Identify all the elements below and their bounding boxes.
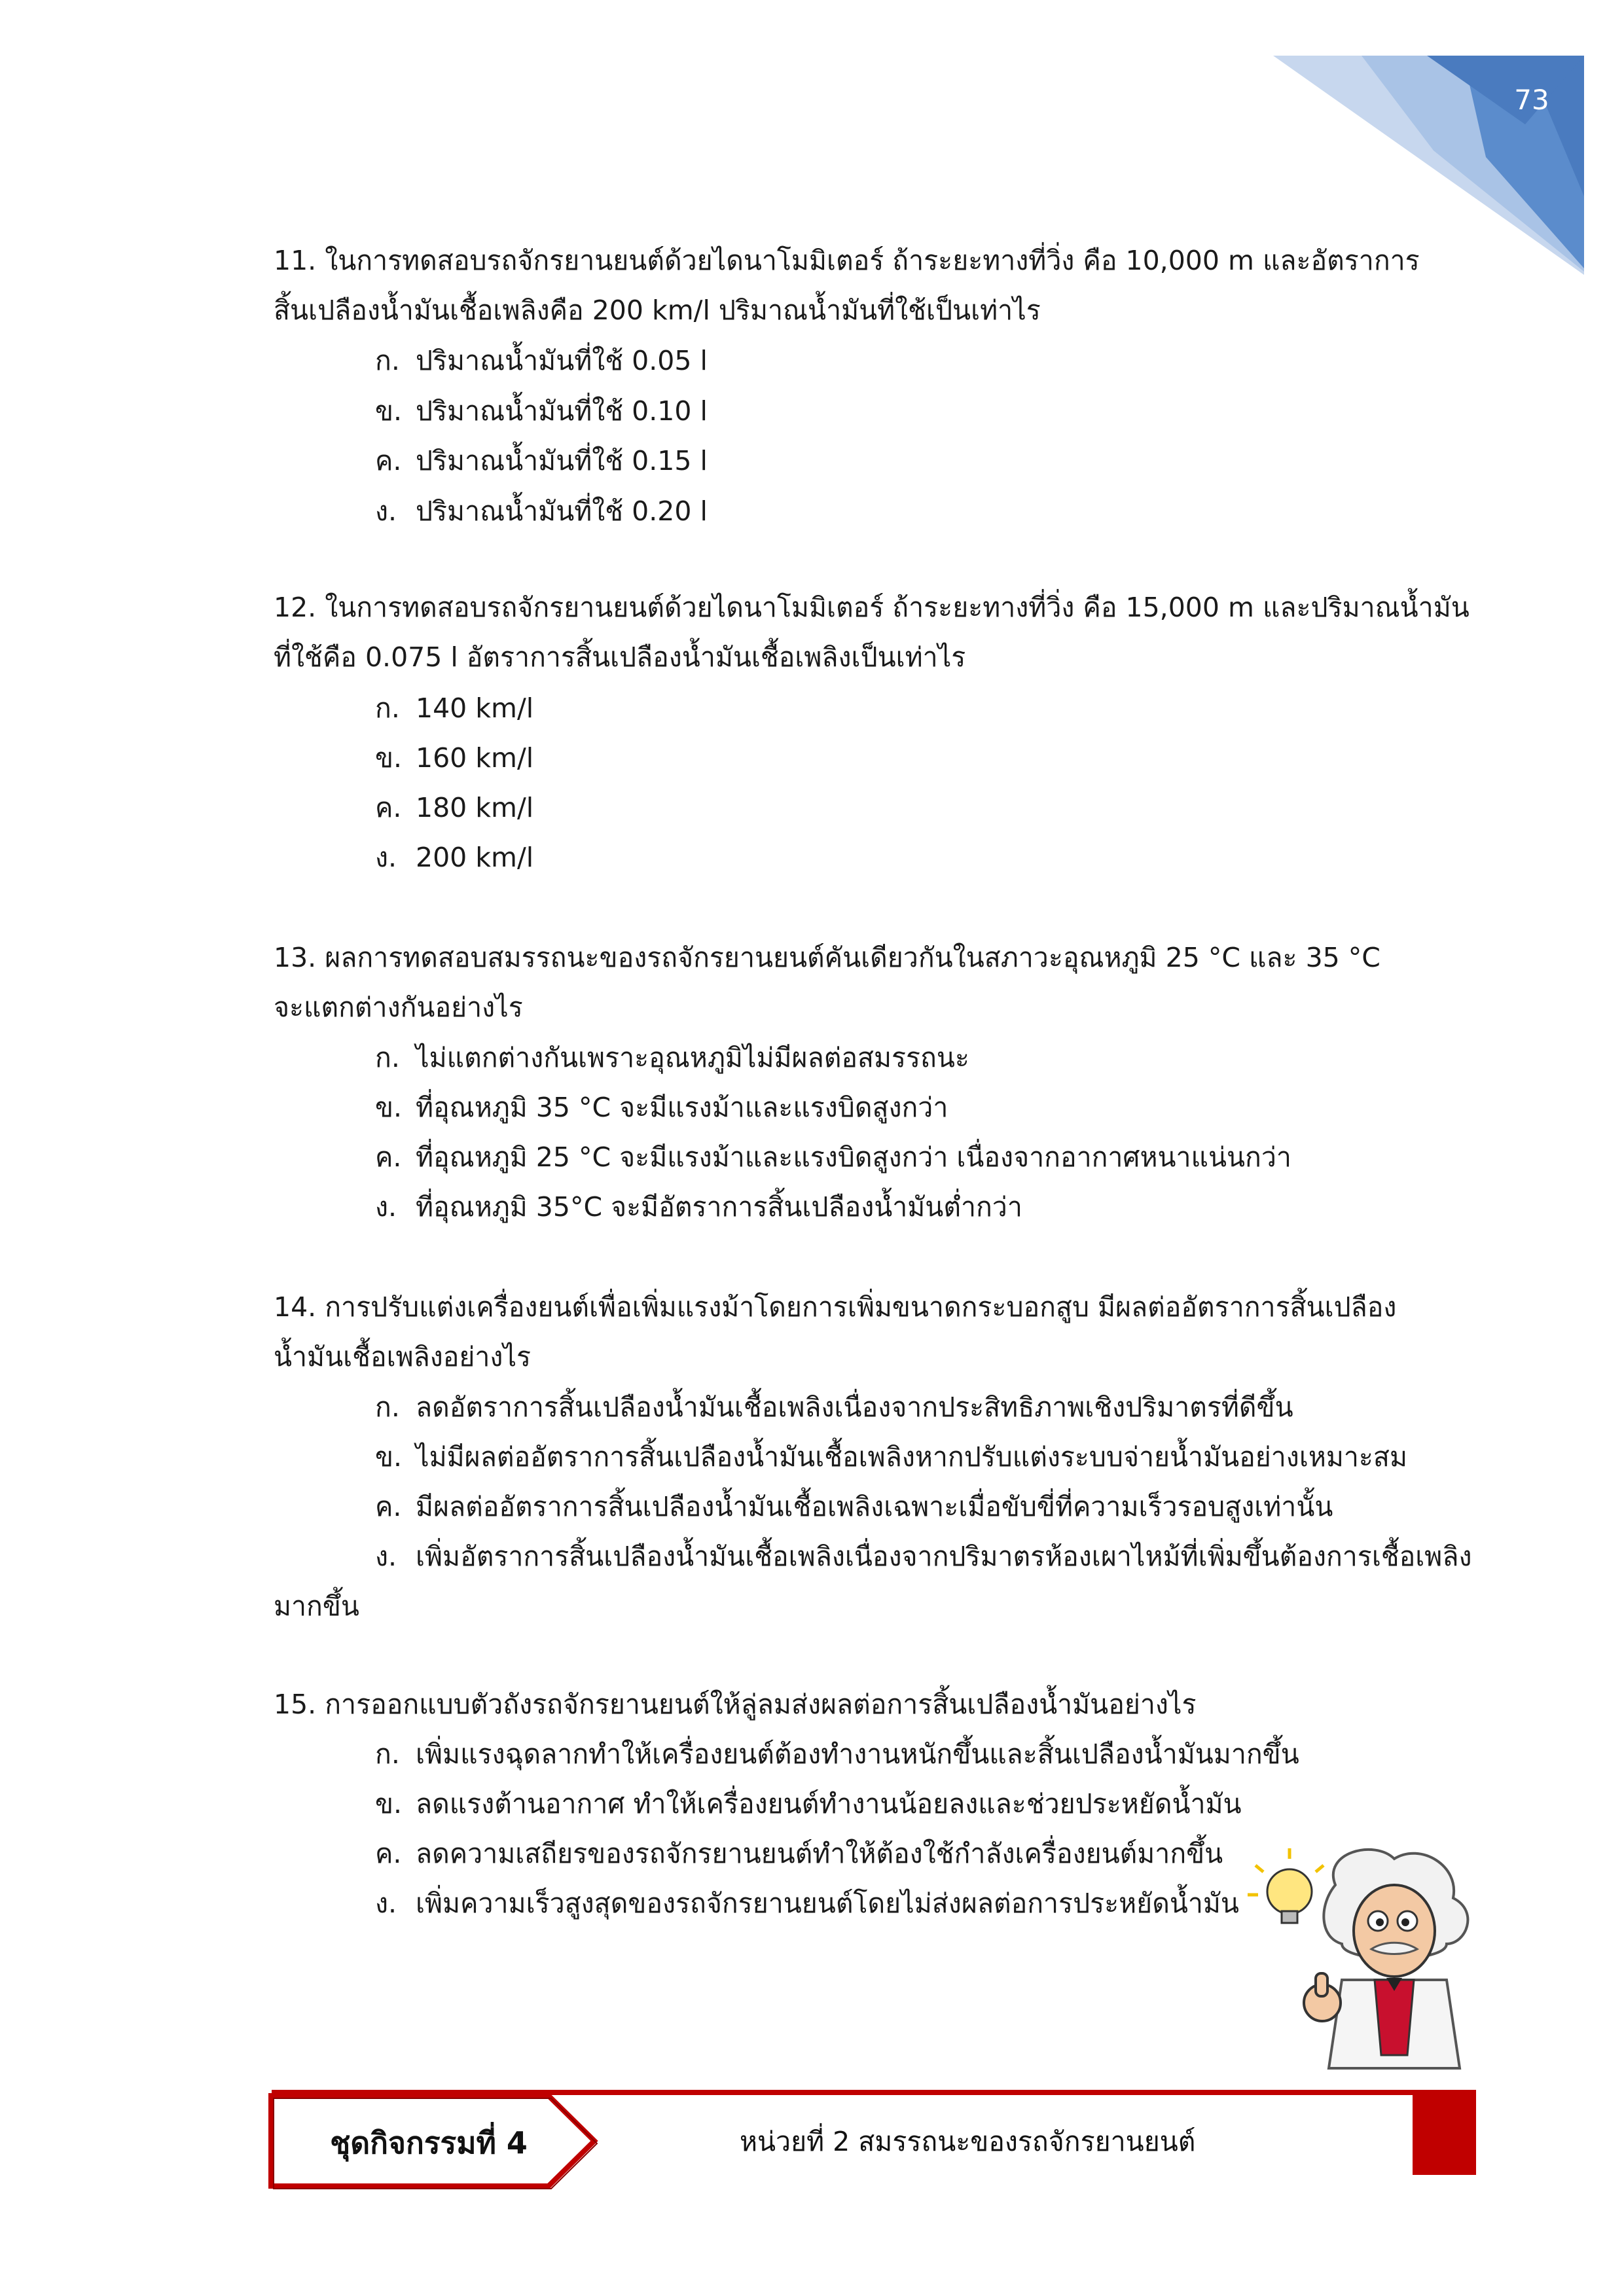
question-12-option-a[interactable]: ก. 140 km/l	[375, 692, 534, 724]
question-14-line-1: 14. การปรับแต่งเครื่องยนต์เพื่อเพิ่มแรงม้าโดยการเพิ่มขนาดกระบอกสูบ มีผลต่ออัตราการสิ้นเปลือง	[274, 1291, 1397, 1323]
question-12-line-2: ที่ใช้คือ 0.075 l อัตราการสิ้นเปลืองน้ำมันเชื้อเพลิงเป็นเท่าไร	[274, 641, 966, 673]
footer-red-block	[1413, 2093, 1476, 2175]
question-11-line-1: 11. ในการทดสอบรถจักรยานยนต์ด้วยไดนาโมมิเตอร์ ถ้าระยะทางที่วิ่ง คือ 10,000 m และอัตราการ	[274, 245, 1420, 276]
question-12-option-d[interactable]: ง. 200 km/l	[375, 842, 534, 873]
question-12-option-c[interactable]: ค. 180 km/l	[375, 792, 534, 823]
question-15-option-b[interactable]: ข. ลดแรงต้านอากาศ ทำให้เครื่องยนต์ทำงานน้อยลงและช่วยประหยัดน้ำมัน	[375, 1788, 1242, 1820]
question-13-line-2: จะแตกต่างกันอย่างไร	[274, 992, 523, 1023]
question-14-option-b[interactable]: ข. ไม่มีผลต่ออัตราการสิ้นเปลืองน้ำมันเชื้อเพลิงหากปรับแต่งระบบจ่ายน้ำมันอย่างเหมาะสม	[375, 1441, 1407, 1473]
question-13-option-c[interactable]: ค. ที่อุณหภูมิ 25 °C จะมีแรงม้าและแรงบิดสูงกว่า เนื่องจากอากาศหนาแน่นกว่า	[375, 1141, 1291, 1173]
question-11-option-a[interactable]: ก. ปริมาณน้ำมันที่ใช้ 0.05 l	[375, 345, 708, 376]
question-11-line-2: สิ้นเปลืองน้ำมันเชื้อเพลิงคือ 200 km/l ปริมาณน้ำมันที่ใช้เป็นเท่าไร	[274, 295, 1041, 326]
professor-mascot	[1244, 1839, 1492, 2075]
question-13-line-1: 13. ผลการทดสอบสมรรถนะของรถจักรยานยนต์คันเดียวกันในสภาวะอุณหภูมิ 25 °C และ 35 °C	[274, 942, 1380, 973]
corner-decoration	[0, 0, 1624, 327]
question-14-option-d-continuation: มากขึ้น	[274, 1590, 359, 1622]
question-11-option-b[interactable]: ข. ปริมาณน้ำมันที่ใช้ 0.10 l	[375, 395, 708, 427]
question-15-option-c[interactable]: ค. ลดความเสถียรของรถจักรยานยนต์ทำให้ต้องใช้กำลังเครื่องยนต์มากขึ้น	[375, 1838, 1223, 1869]
question-13-option-b[interactable]: ข. ที่อุณหภูมิ 35 °C จะมีแรงม้าและแรงบิดสูงกว่า	[375, 1092, 948, 1123]
footer-activity-title: ชุดกิจกรรมที่ 4	[330, 2125, 528, 2161]
question-15-option-a[interactable]: ก. เพิ่มแรงฉุดลากทำให้เครื่องยนต์ต้องทำงานหนักขึ้นและสิ้นเปลืองน้ำมันมากขึ้น	[375, 1738, 1299, 1770]
question-15-option-d[interactable]: ง. เพิ่มความเร็วสูงสุดของรถจักรยานยนต์โดยไม่ส่งผลต่อการประหยัดน้ำมัน	[375, 1888, 1239, 1919]
question-11-option-c[interactable]: ค. ปริมาณน้ำมันที่ใช้ 0.15 l	[375, 445, 708, 476]
question-13-option-a[interactable]: ก. ไม่แตกต่างกันเพราะอุณหภูมิไม่มีผลต่อสมรรถนะ	[375, 1042, 969, 1073]
question-13-option-d[interactable]: ง. ที่อุณหภูมิ 35°C จะมีอัตราการสิ้นเปลืองน้ำมันต่ำกว่า	[375, 1191, 1022, 1223]
page-number: 73	[1514, 84, 1549, 116]
question-12-line-1: 12. ในการทดสอบรถจักรยานยนต์ด้วยไดนาโมมิเตอร์ ถ้าระยะทางที่วิ่ง คือ 15,000 m และปริมาณน้ำมัน	[274, 592, 1470, 623]
question-14-line-2: น้ำมันเชื้อเพลิงอย่างไร	[274, 1341, 532, 1372]
question-14-option-a[interactable]: ก. ลดอัตราการสิ้นเปลืองน้ำมันเชื้อเพลิงเนื่องจากประสิทธิภาพเชิงปริมาตรที่ดีขึ้น	[375, 1391, 1293, 1423]
question-11-option-d[interactable]: ง. ปริมาณน้ำมันที่ใช้ 0.20 l	[375, 495, 708, 527]
question-14-option-c[interactable]: ค. มีผลต่ออัตราการสิ้นเปลืองน้ำมันเชื้อเพลิงเฉพาะเมื่อขับขี่ที่ความเร็วรอบสูงเท่านั้น	[375, 1491, 1333, 1522]
footer-unit-title: หน่วยที่ 2 สมรรถนะของรถจักรยานยนต์	[740, 2126, 1196, 2157]
lightbulb-icon	[1248, 1848, 1324, 1923]
question-15-line-1: 15. การออกแบบตัวถังรถจักรยานยนต์ให้ลู่ลมส่งผลต่อการสิ้นเปลืองน้ำมันอย่างไร	[274, 1689, 1197, 1720]
question-12-option-b[interactable]: ข. 160 km/l	[375, 742, 534, 774]
question-14-option-d[interactable]: ง. เพิ่มอัตราการสิ้นเปลืองน้ำมันเชื้อเพลิงเนื่องจากปริมาตรห้องเผาไหม้ที่เพิ่มขึ้นต้องการเชื้อเพลิง	[375, 1541, 1472, 1572]
